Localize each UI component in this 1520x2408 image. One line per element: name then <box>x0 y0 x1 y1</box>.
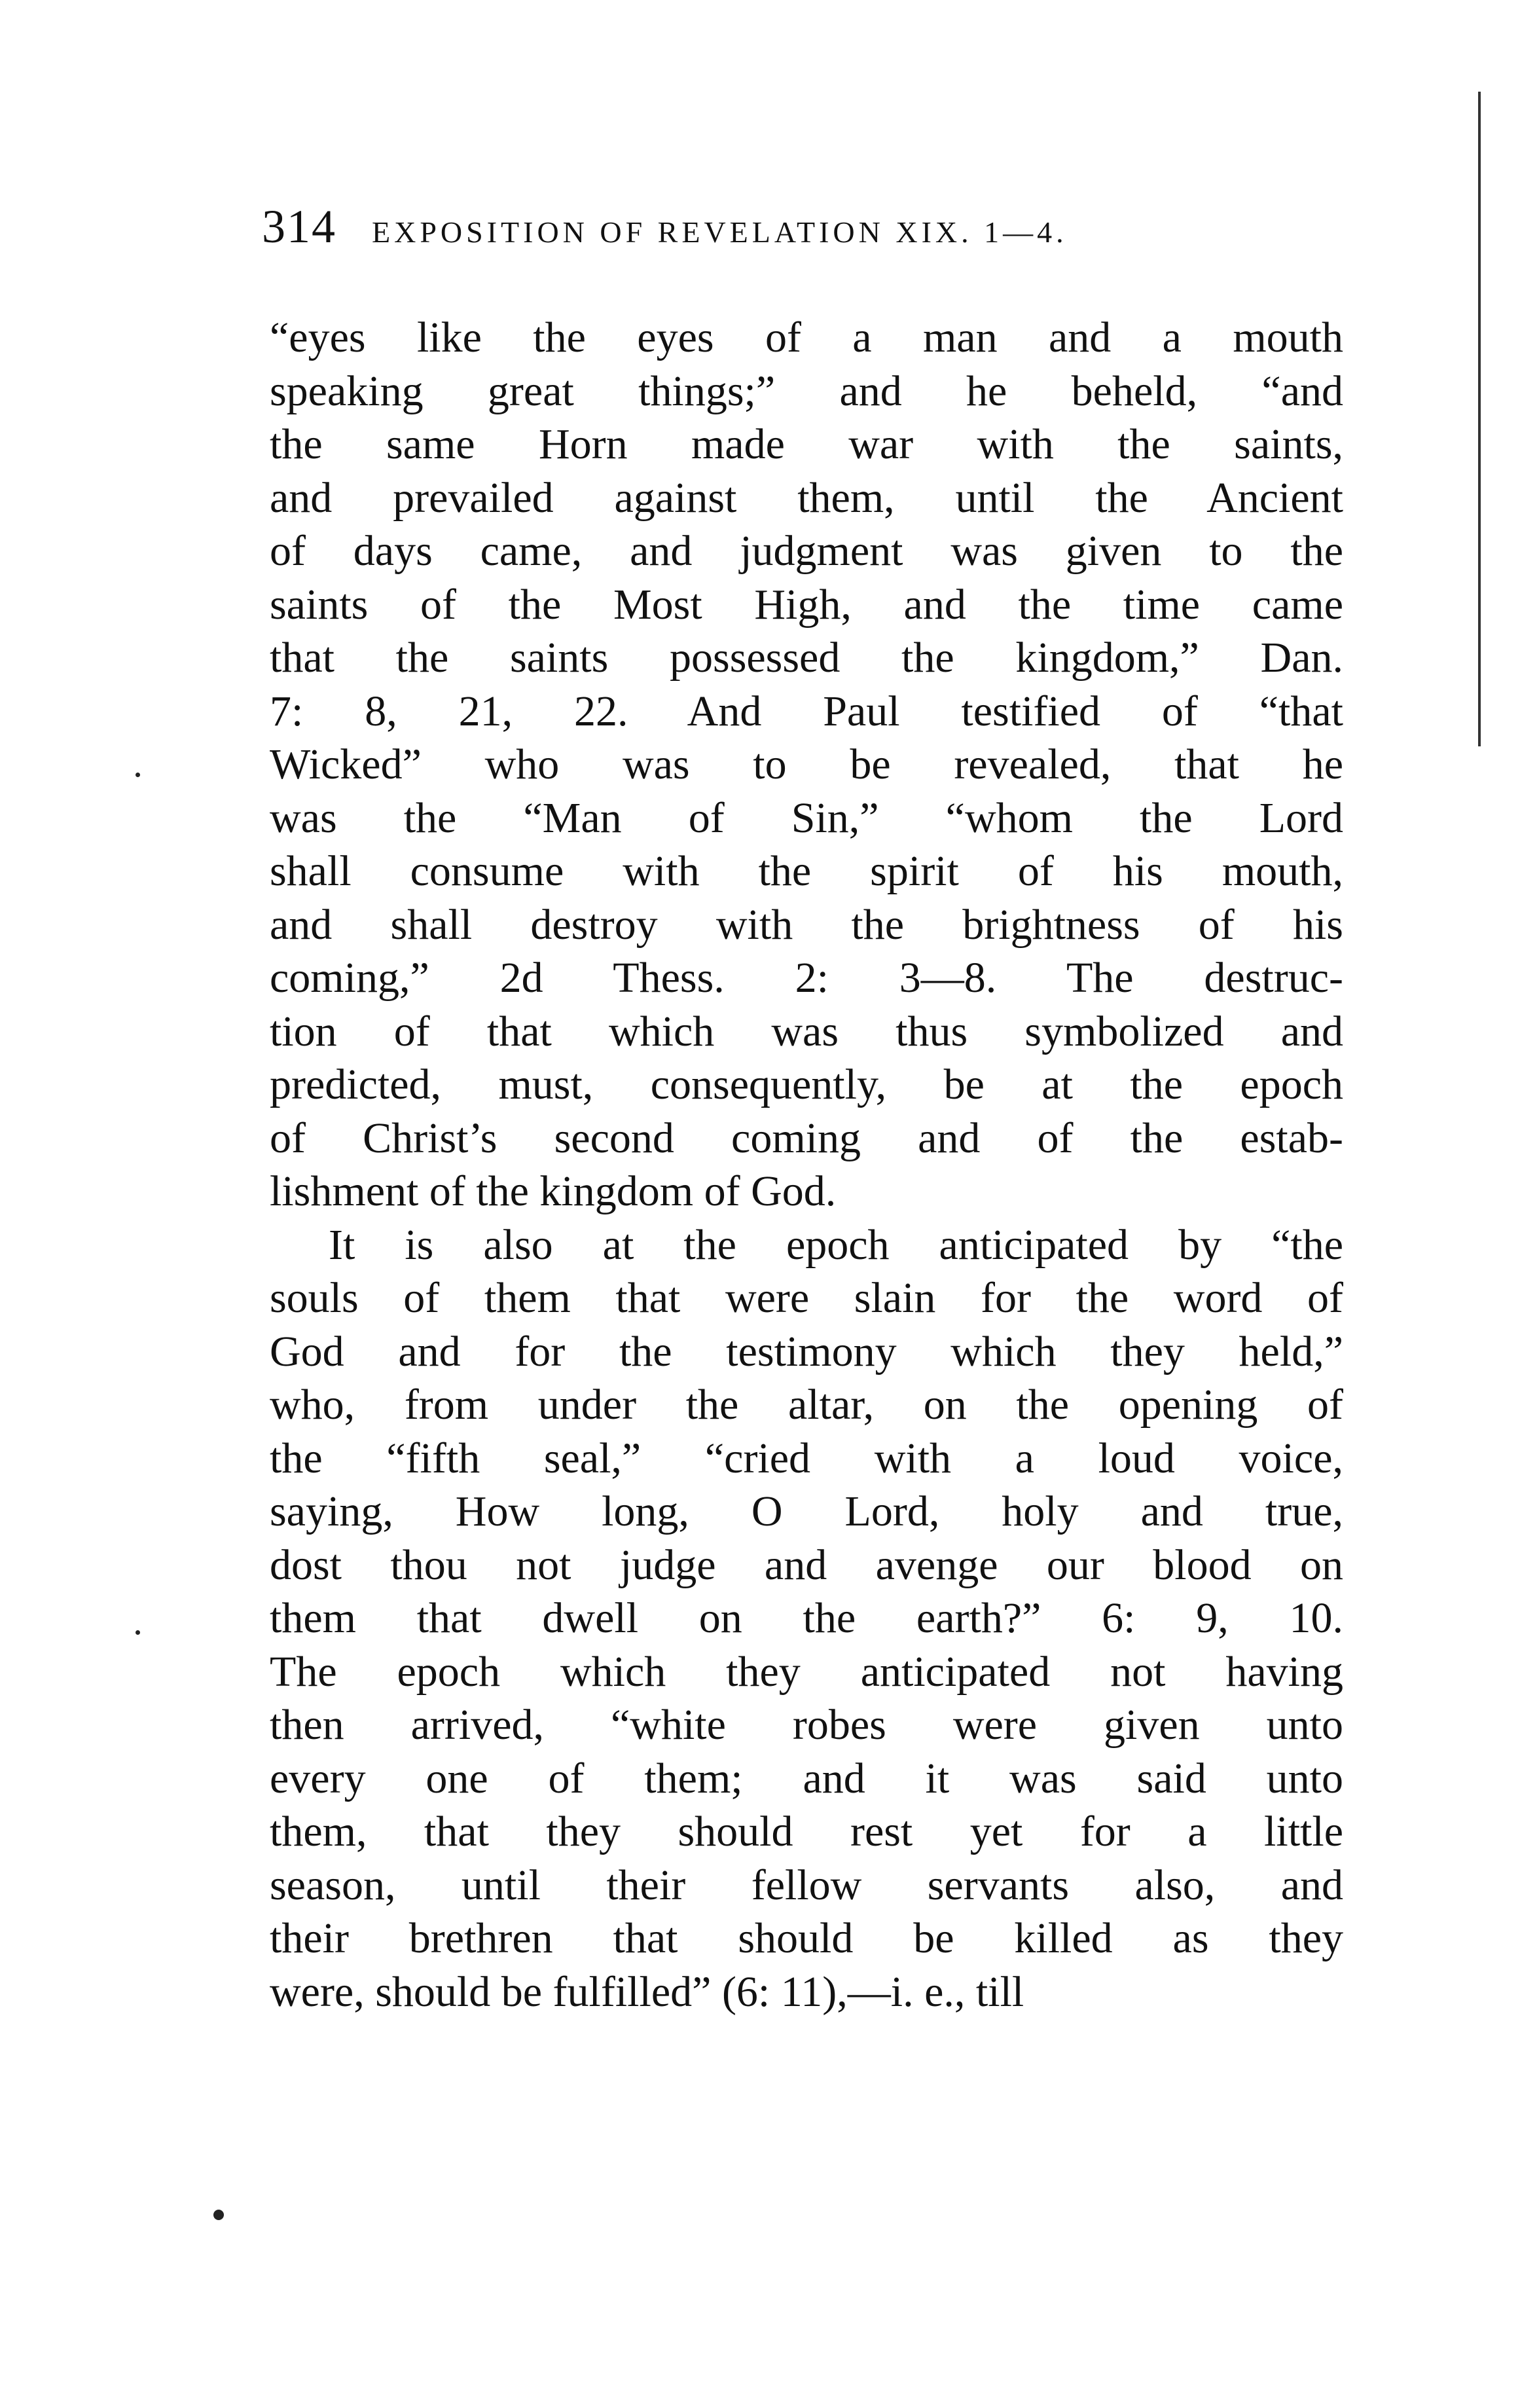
body-text <box>270 311 1343 2018</box>
text-line: that the saints possessed the kingdom,” Dan. <box>270 634 1343 682</box>
text-line: of Christ’s second coming and of the estab- <box>270 1114 1343 1162</box>
text-line: and shall destroy with the brightness of his <box>270 900 1343 949</box>
ink-speck <box>136 1630 140 1635</box>
scan-edge-line <box>1478 92 1481 746</box>
text-line: dost thou not judge and avenge our blood on <box>270 1541 1343 1589</box>
text-line: them, that they should rest yet for a little <box>270 1808 1343 1855</box>
text-line: of days came, and judgment was given to the <box>270 527 1343 575</box>
text-line: them that dwell on the earth?” 6: 9, 10. <box>270 1594 1343 1642</box>
text-line: God and for the testimony which they held,” <box>270 1327 1343 1376</box>
text-line: predicted, must, consequently, be at the epoch <box>270 1061 1343 1108</box>
text-line: Wicked” who was to be revealed, that he <box>270 740 1343 788</box>
text-line: 7: 8, 21, 22. And Paul testified of “that <box>270 687 1343 735</box>
text-line: were, should be fulfilled” (6: 11),—i. e., till <box>270 1967 1024 2016</box>
text-line: season, until their fellow servants also, and <box>270 1861 1343 1909</box>
ink-speck <box>213 2210 224 2220</box>
text-line: the same Horn made war with the saints, <box>270 420 1343 468</box>
text-line: coming,” 2d Thess. 2: 3—8. The destruc- <box>270 954 1343 1002</box>
text-line: then arrived, “white robes were given unto <box>270 1701 1343 1749</box>
text-line: speaking great things;” and he beheld, “and <box>270 367 1343 415</box>
text-line: tion of that which was thus symbolized and <box>270 1007 1343 1055</box>
text-line: “eyes like the eyes of a man and a mouth <box>270 314 1343 361</box>
text-line: shall consume with the spirit of his mouth, <box>270 847 1343 895</box>
text-line: their brethren that should be killed as they <box>270 1914 1343 1962</box>
text-line: souls of them that were slain for the word of <box>270 1274 1343 1322</box>
paragraph-1 <box>270 311 1343 1218</box>
ink-speck <box>136 773 140 777</box>
text-line: lishment of the kingdom of God. <box>270 1167 837 1215</box>
text-line: It is also at the epoch anticipated by “the <box>329 1220 1343 1269</box>
running-title: EXPOSITION OF REVELATION XIX. 1—4. <box>372 215 1068 249</box>
text-line: was the “Man of Sin,” “whom the Lord <box>270 794 1343 842</box>
text-line: The epoch which they anticipated not having <box>270 1647 1343 1696</box>
text-line: every one of them; and it was said unto <box>270 1754 1343 1802</box>
text-line: saints of the Most High, and the time came <box>270 580 1343 629</box>
text-line: the “fifth seal,” “cried with a loud voice, <box>270 1434 1343 1482</box>
text-line: saying, How long, O Lord, holy and true, <box>270 1487 1343 1535</box>
text-line: and prevailed against them, until the Ancient <box>270 473 1343 522</box>
text-line: who, from under the altar, on the opening of <box>270 1381 1343 1429</box>
page-number: 314 <box>262 200 336 253</box>
paragraph-2 <box>270 1218 1343 2019</box>
running-head <box>262 200 1231 252</box>
